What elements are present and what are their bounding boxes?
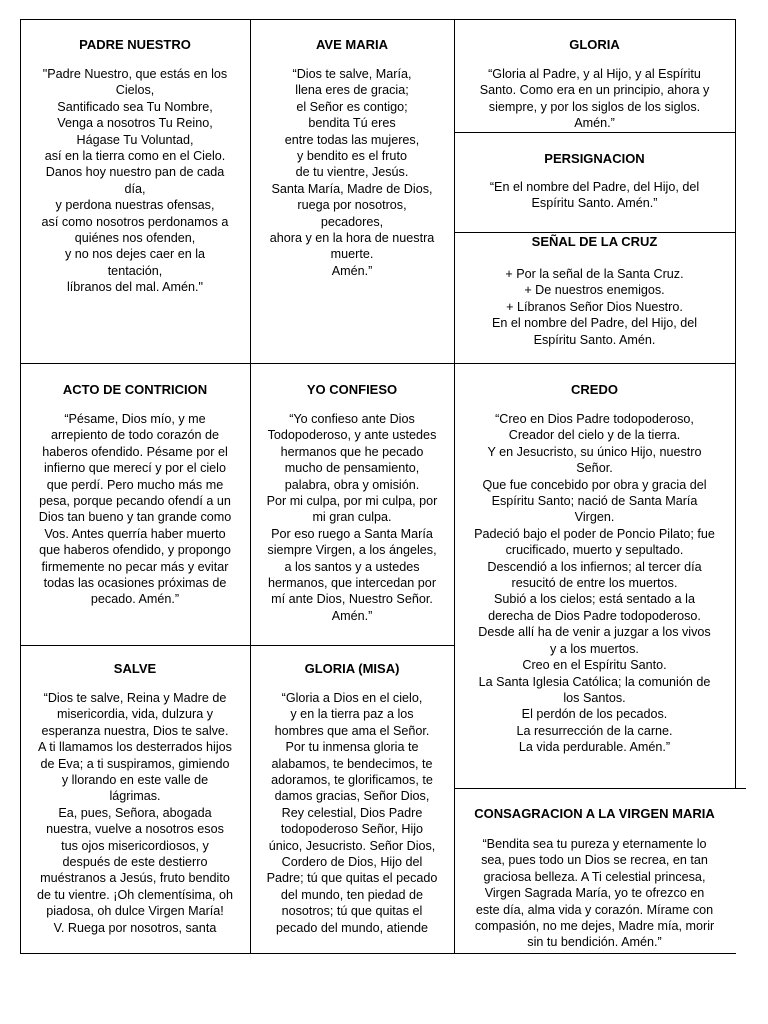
prayer-text: “Pésame, Dios mío, y me arrepiento de todo corazón de haberos ofendido. Pésame por el infierno que merecí y por el cielo que perdí. Pero mucho más me pesa, porque pecando ofendí a un Dios tan bueno y tan grande como Vos. Antes querría haber muerto que haberos ofendido, y propongo firmemente no pecar más y evitar todas las ocasiones próximas de pecado. Amén.” xyxy=(38,412,232,607)
prayer-text: “Dios te salve, Reina y Madre de misericordia, vida, dulzura y esperanza nuestra, Dios te salve. A ti llamamos los desterrados hijos de Eva; a ti suspiramos, gimiendo y llorando en este valle de lágrimas. Ea, pues, Señora, abogada nuestra, vuelve a nosotros esos tus ojos misericordiosos, y después de este destierro muéstranos a Jesús, fruto bendito de tu vientre. ¡Oh clementísima, oh piadosa, oh dulce Virgen María! V. Ruega por nosotros, santa xyxy=(37,691,233,935)
prayer-title: PADRE NUESTRO xyxy=(79,37,191,52)
prayer-text: + Por la señal de la Santa Cruz. + De nuestros enemigos. + Líbranos Señor Dios Nuestro. En el nombre del Padre, del Hijo, del Espíritu Santo. Amén. xyxy=(491,267,698,347)
prayer-title: YO CONFIESO xyxy=(306,382,398,397)
grid-border-right xyxy=(735,19,736,788)
grid-border-bottom xyxy=(20,953,736,954)
prayer-title: SALVE xyxy=(113,661,157,676)
prayer-title: CREDO xyxy=(571,382,618,397)
prayer-card-yo-confieso xyxy=(250,363,454,645)
prayer-card-padre-nuestro xyxy=(20,19,250,363)
prayer-text: “En el nombre del Padre, del Hijo, del Espíritu Santo. Amén.” xyxy=(489,180,700,211)
prayer-title: PERSIGNACION xyxy=(544,151,645,166)
prayer-card-gloria-misa xyxy=(250,645,454,953)
prayer-card-acto-de-contricion xyxy=(20,363,250,645)
prayer-title: AVE MARIA xyxy=(316,37,388,52)
prayer-title: SEÑAL DE LA CRUZ xyxy=(531,234,658,249)
prayer-text: “Creo en Dios Padre todopoderoso, Creador del cielo y de la tierra. Y en Jesucristo, su único Hijo, nuestro Señor. Que fue concebido por obra y gracia del Espíritu Santo; nació de Santa María Virgen. Padeció bajo el poder de Poncio Pilato; fue crucificado, muerto y sepultado. Descendió a los infiernos; al tercer día resucitó de entre los muertos. Subió a los cielos; está sentado a la derecha de Dios Padre todopoderoso. Desde allí ha de venir a juzgar a los vivos y a los muertos. Creo en el Espíritu Santo. La Santa Iglesia Católica; la comunión de los Santos. El perdón de los pecados. La resurrección de la carne. La vida perdurable. Amén.” xyxy=(474,412,715,755)
prayer-card-credo xyxy=(454,363,735,788)
prayer-text: “Dios te salve, María, llena eres de gracia; el Señor es contigo; bendita Tú eres entre todas las mujeres, y bendito es el fruto de tu vientre, Jesús. Santa María, Madre de Dios, ruega por nosotros, pecadores, ahora y en la hora de nuestra muerte. Amén.” xyxy=(269,67,435,278)
prayer-card-consagracion xyxy=(454,788,735,953)
prayer-text: "Padre Nuestro, que estás en los Cielos, Santificado sea Tu Nombre, Venga a nosotros Tu Reino, Hágase Tu Voluntad, así en la tierra como en el Cielo. Danos hoy nuestro pan de cada día, y perdona nuestras ofensas, así como nosotros perdonamos a quiénes nos ofenden, y no nos dejes caer en la tentación, líbranos del mal. Amén." xyxy=(41,67,229,295)
prayer-text: “Gloria al Padre, y al Hijo, y al Espíritu Santo. Como era en un principio, ahora y siempre, y por los siglos de los siglos. Amén.” xyxy=(479,67,710,131)
prayer-card-persignacion xyxy=(454,132,735,232)
prayer-text: “Bendita sea tu pureza y eternamente lo sea, pues todo un Dios se recrea, en tan graciosa belleza. A Ti celestial princesa, Virgen Sagrada María, yo te ofrezco en este día, alma vida y corazón. Mírame con compasión, no me dejes, Madre mía, morir sin tu bendición. Amén.” xyxy=(474,837,715,950)
prayer-title: GLORIA (MISA) xyxy=(304,661,400,676)
prayer-card-ave-maria xyxy=(250,19,454,363)
prayer-card-senal-de-la-cruz xyxy=(454,232,735,363)
prayer-text: “Yo confieso ante Dios Todopoderoso, y ante ustedes hermanos que he pecado mucho de pensamiento, palabra, obra y omisión. Por mi culpa, por mi culpa, por mi gran culpa. Por eso ruego a Santa María siempre Virgen, a los ángeles, a los santos y a ustedes hermanos, que intercedan por mí ante Dios, Nuestro Señor. Amén.” xyxy=(266,412,438,623)
prayer-title: ACTO DE CONTRICION xyxy=(62,382,208,397)
prayer-text: “Gloria a Dios en el cielo, y en la tierra paz a los hombres que ama el Señor. Por tu inmensa gloria te alabamos, te bendecimos, te adoramos, te glorificamos, te damos gracias, Señor Dios, Rey celestial, Dios Padre todopoderoso Señor, Hijo único, Jesucristo. Señor Dios, Cordero de Dios, Hijo del Padre; tú que quitas el pecado del mundo, ten piedad de nosotros; tú que quitas el pecado del mundo, atiende xyxy=(266,691,438,935)
prayer-card-salve xyxy=(20,645,250,953)
prayer-title: CONSAGRACION A LA VIRGEN MARIA xyxy=(474,806,715,821)
prayer-title: GLORIA xyxy=(569,37,620,52)
prayer-card-gloria xyxy=(454,19,735,132)
